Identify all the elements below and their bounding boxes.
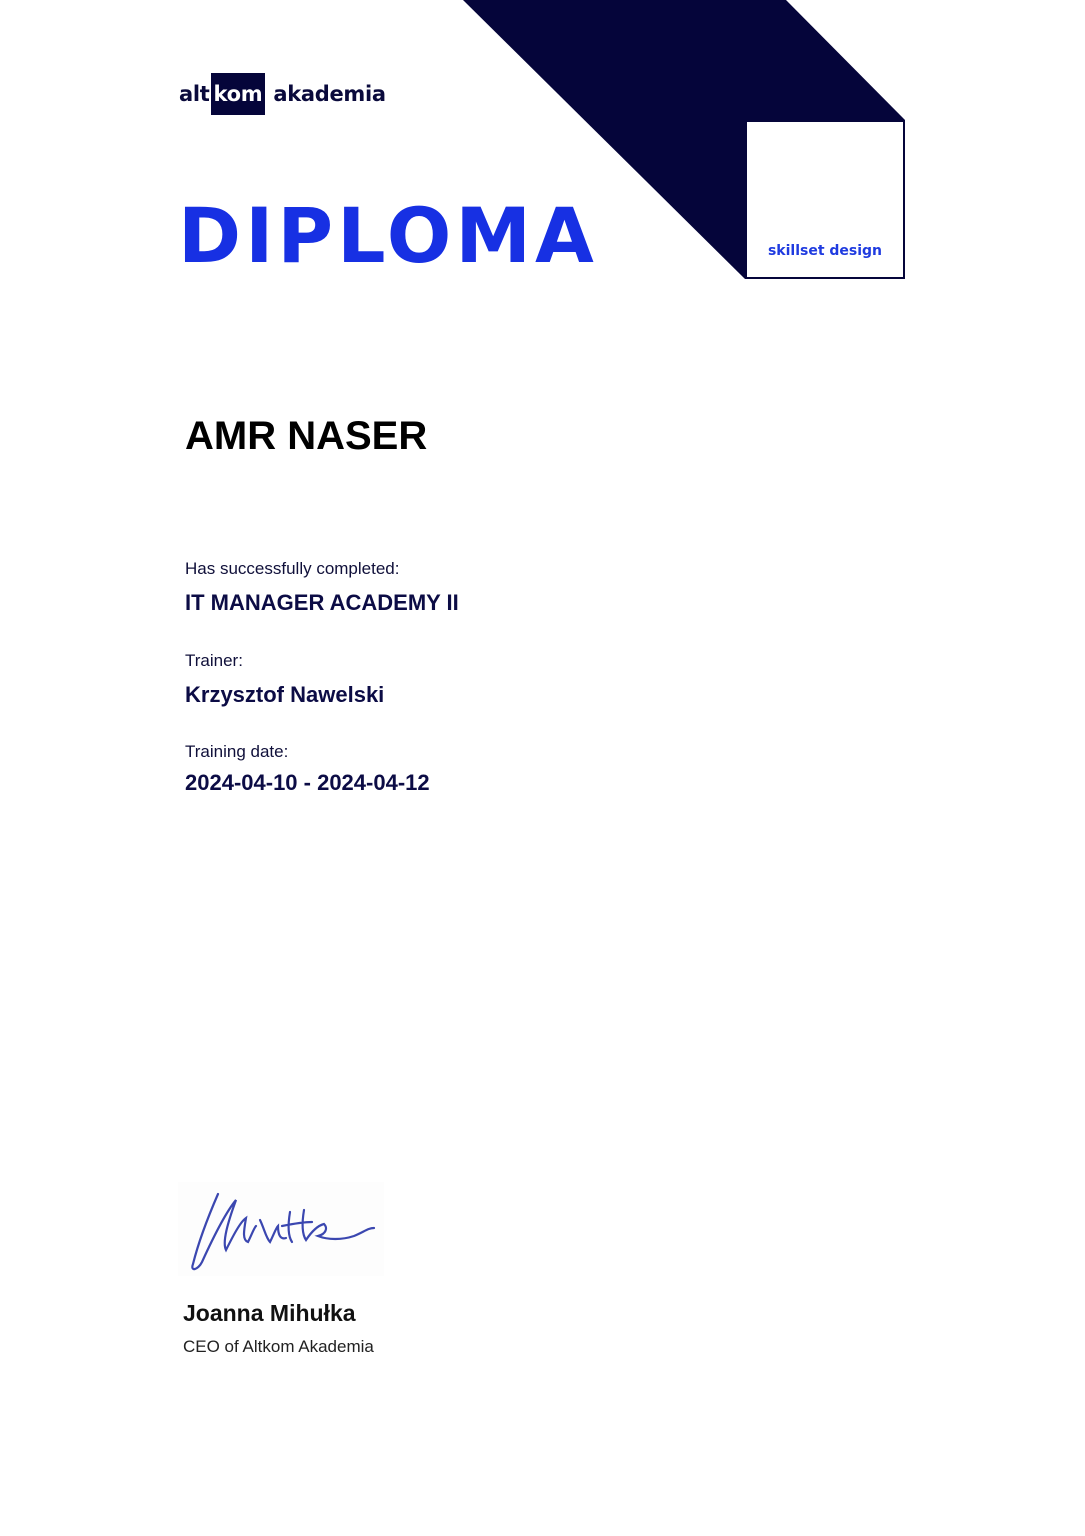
diploma-title: DIPLOMA [178,191,598,280]
logo-text-akademia: akademia [266,82,386,106]
trainer-name: Krzysztof Nawelski [185,682,385,707]
course-name: IT MANAGER ACADEMY II [185,590,459,615]
trainer-label: Trainer: [185,651,243,670]
altkom-akademia-logo [179,72,386,116]
completed-label: Has successfully completed: [185,559,400,578]
logo-text-alt: alt [179,82,210,106]
training-dates: 2024-04-10 - 2024-04-12 [185,770,430,795]
handwritten-signature [178,1182,384,1276]
skillset-design-badge: skillset design [767,243,883,259]
logo-text-kom: kom [211,73,266,115]
date-label: Training date: [185,742,289,761]
signer-name: Joanna Mihułka [183,1300,356,1326]
recipient-name: AMR NASER [185,414,428,458]
signer-role: CEO of Altkom Akademia [183,1337,374,1356]
